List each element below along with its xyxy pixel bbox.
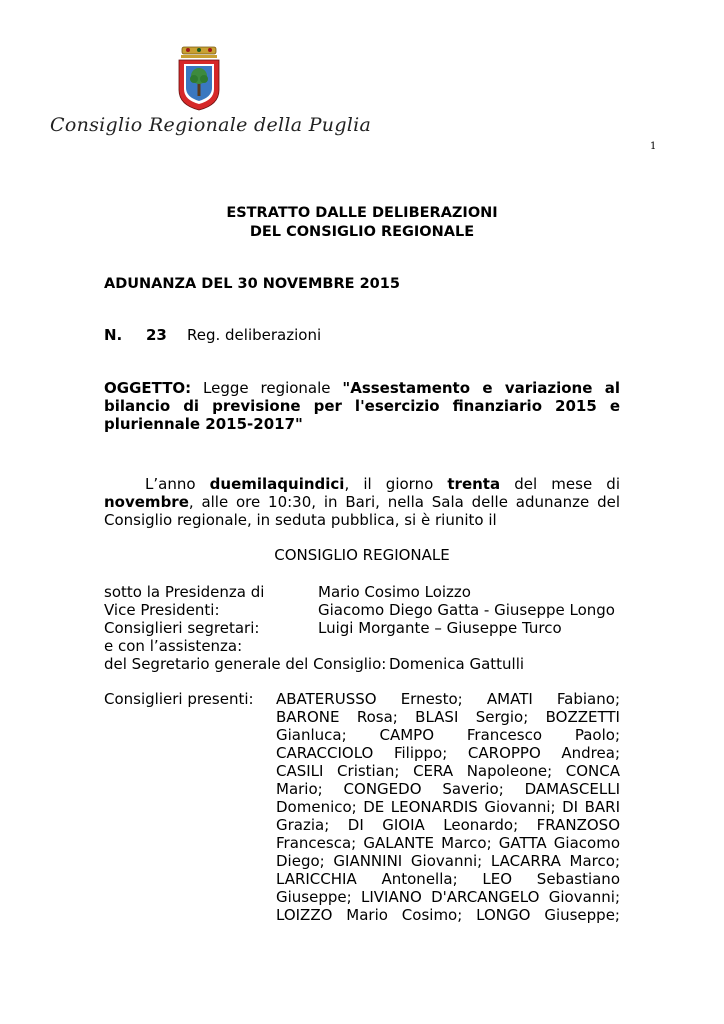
document-title-line-1: ESTRATTO DALLE DELIBERAZIONI xyxy=(226,205,498,221)
intro-year: duemilaquindici xyxy=(209,475,345,493)
officer-label: e con l’assistenza: xyxy=(104,637,243,655)
present-line: BARONE Rosa; BLASI Sergio; BOZZETTI xyxy=(276,708,620,726)
present-line: LARICCHIA Antonella; LEO Sebastiano xyxy=(276,870,620,888)
document-title-line-2: DEL CONSIGLIO REGIONALE xyxy=(249,224,475,240)
council-heading: CONSIGLIO REGIONALE xyxy=(274,546,450,564)
officer-label: Vice Presidenti: xyxy=(104,601,220,619)
subject-prefix: Legge regionale xyxy=(203,379,331,397)
officer-value: Luigi Morgante – Giuseppe Turco xyxy=(318,619,562,637)
present-label: Consiglieri presenti: xyxy=(104,690,254,708)
number-label: N. xyxy=(104,326,123,344)
present-line: LOIZZO Mario Cosimo; LONGO Giuseppe; xyxy=(276,906,620,924)
officer-value: Giacomo Diego Gatta - Giuseppe Longo xyxy=(318,601,615,619)
intro-line-1 xyxy=(145,475,620,493)
secretary-label: del Segretario generale del Consiglio: xyxy=(104,655,387,673)
intro-text: , il giorno xyxy=(344,475,434,493)
council-name: Consiglio Regionale della Puglia xyxy=(50,114,372,136)
subject-title-start: "Assestamento e variazione al xyxy=(342,379,620,397)
present-line: Mario; CONGEDO Saverio; DAMASCELLI xyxy=(276,780,620,798)
number-value: 23 xyxy=(146,326,167,344)
present-line: Giuseppe; LIVIANO D'ARCANGELO Giovanni; xyxy=(276,888,620,906)
officer-label: Consiglieri segretari: xyxy=(104,619,260,637)
present-line: Diego; GIANNINI Giovanni; LACARRA Marco; xyxy=(276,852,620,870)
intro-text: del mese di xyxy=(514,475,620,493)
intro-line-2 xyxy=(104,493,620,511)
present-line: Gianluca; CAMPO Francesco Paolo; xyxy=(276,726,620,744)
present-line: CASILI Cristian; CERA Napoleone; CONCA xyxy=(276,762,620,780)
session-date: ADUNANZA DEL 30 NOVEMBRE 2015 xyxy=(104,276,400,292)
subject-line-3: pluriennale 2015-2017" xyxy=(104,415,303,433)
intro-line-3: Consiglio regionale, in seduta pubblica, si è riunito il xyxy=(104,511,497,529)
page-number: 1 xyxy=(650,141,657,152)
present-line: Domenico; DE LEONARDIS Giovanni; DI BARI xyxy=(276,798,620,816)
intro-text: L’anno xyxy=(145,475,196,493)
present-line: CARACCIOLO Filippo; CAROPPO Andrea; xyxy=(276,744,620,762)
officer-value: Mario Cosimo Loizzo xyxy=(318,583,471,601)
number-suffix: Reg. deliberazioni xyxy=(187,326,322,344)
subject-line-1 xyxy=(104,379,620,397)
present-line: ABATERUSSO Ernesto; AMATI Fabiano; xyxy=(276,690,620,708)
present-line: Francesca; GALANTE Marco; GATTA Giacomo xyxy=(276,834,620,852)
officer-label: sotto la Presidenza di xyxy=(104,583,265,601)
secretary-name: Domenica Gattulli xyxy=(389,655,525,673)
regional-crest-logo xyxy=(176,42,222,112)
intro-text: , alle ore 10:30, in Bari, nella Sala delle adunanze del xyxy=(188,493,620,511)
intro-month: novembre xyxy=(104,493,189,511)
subject-label: OGGETTO: xyxy=(104,379,192,397)
subject-line-2: bilancio di previsione per l'esercizio finanziario 2015 e xyxy=(104,397,620,415)
present-line: Grazia; DI GIOIA Leonardo; FRANZOSO xyxy=(276,816,620,834)
intro-day: trenta xyxy=(447,475,501,493)
